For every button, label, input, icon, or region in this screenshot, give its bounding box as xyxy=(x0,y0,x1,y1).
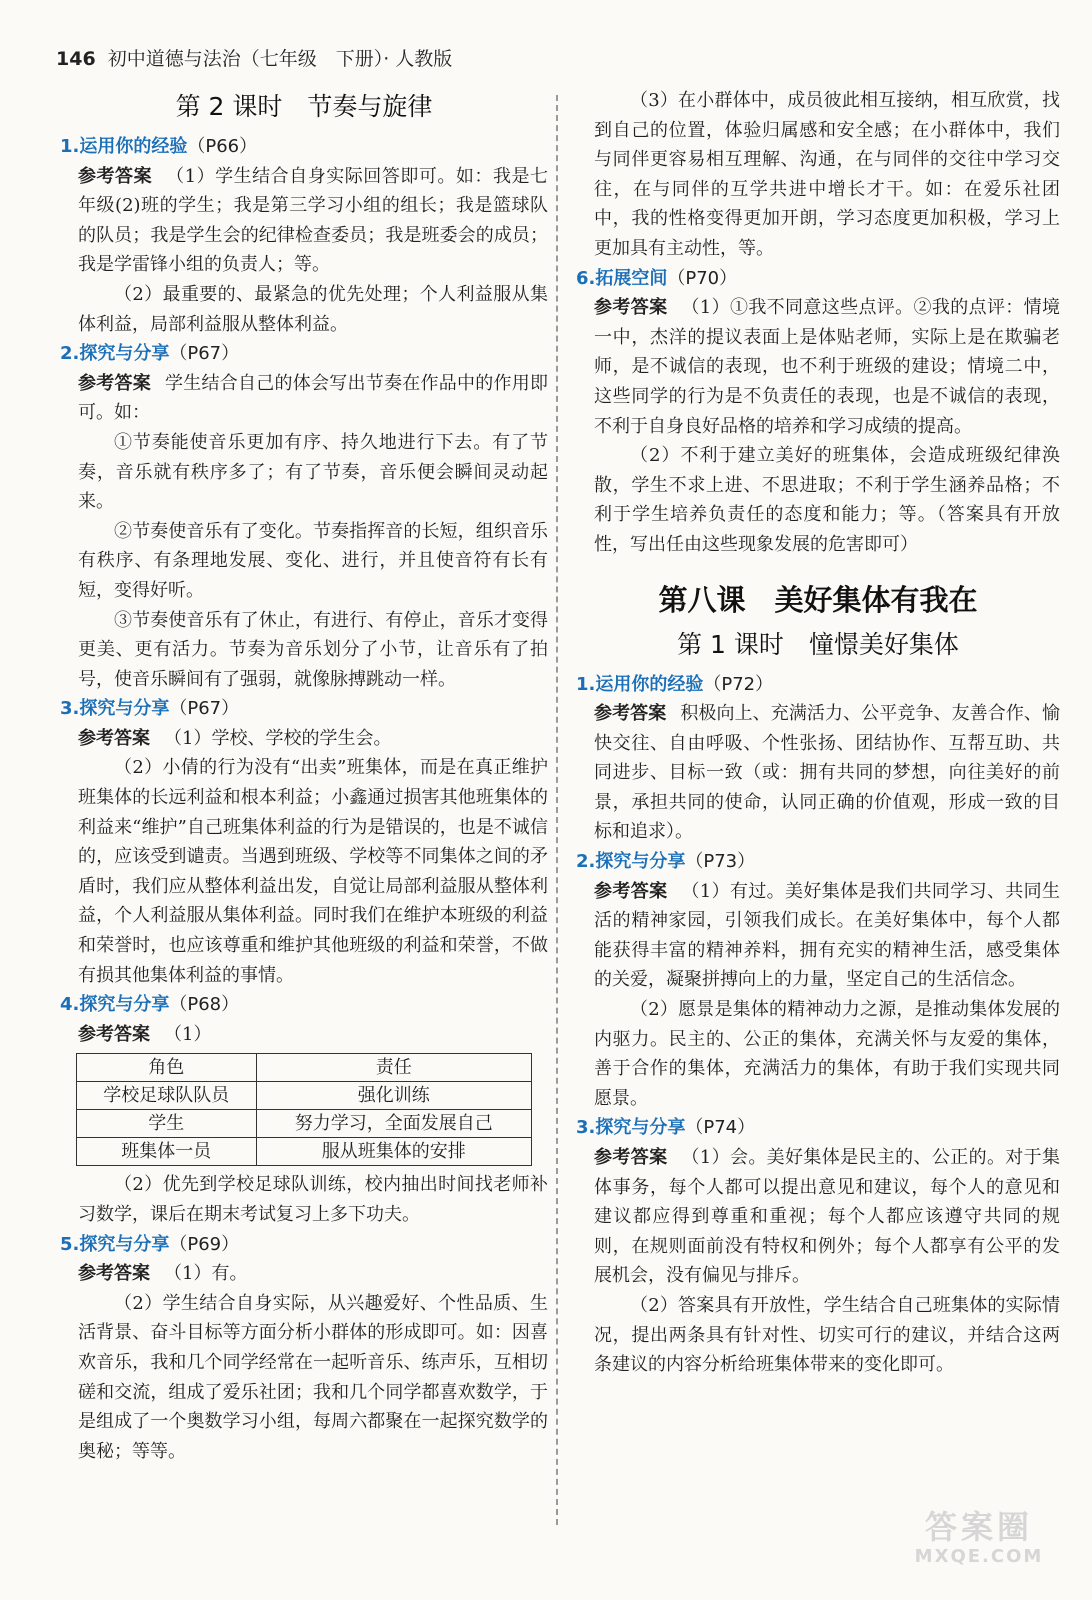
table-row xyxy=(77,1138,532,1166)
book-title: 初中道德与法治（七年级 下册）· 人教版 xyxy=(107,48,453,70)
section-name: 运用你的经验 xyxy=(595,673,704,695)
section-name: 探究与分享 xyxy=(79,698,170,720)
answer-paragraph: 参考答案 （1） xyxy=(78,1023,212,1045)
answer-paragraph: ②节奏使音乐有了变化。节奏指挥音的长短，组织音乐有秩序、有条理地发展、变化、进行，并且使音符有长有短，变得好听。 xyxy=(78,520,548,601)
answer-paragraph: 参考答案 （1）学校、学校的学生会。 xyxy=(78,727,392,749)
question-heading: 4.探究与分享（P68） xyxy=(60,994,240,1016)
question-block xyxy=(60,132,548,339)
question-heading: 3.探究与分享（P74） xyxy=(576,1117,756,1139)
answer-paragraph: 参考答案 （1）有。 xyxy=(78,1263,248,1285)
question-heading: 3.探究与分享（P67） xyxy=(60,698,240,720)
watermark-text: 答案圈 xyxy=(924,1508,1033,1546)
page-ref: （P74） xyxy=(685,1117,756,1139)
right-column xyxy=(576,86,1060,1380)
table-cell: 班集体一员 xyxy=(77,1138,257,1166)
question-heading: 1.运用你的经验（P72） xyxy=(576,673,774,695)
table-header: 责任 xyxy=(256,1054,531,1082)
section-name: 探究与分享 xyxy=(79,1233,170,1255)
answer-label: 参考答案 xyxy=(78,372,151,394)
answer-paragraph: 参考答案 学生结合自己的体会写出节奏在作品中的作用即可。如： xyxy=(78,372,548,424)
section-name: 运用你的经验 xyxy=(79,136,188,157)
question-heading: 2.探究与分享（P67） xyxy=(60,343,240,365)
answer-paragraph: （2）不利于建立美好的班集体，会造成班级纪律涣散，学生不求上进、不思进取；不利于学生涵养品格；不利于学生培养负责任的态度和能力；等。（答案具有开放性，写出任由这些现象发展的危害即可） xyxy=(594,445,1060,555)
answer-paragraph: （2）学生结合自身实际，从兴趣爱好、个性品质、生活背景、奋斗目标等方面分析小群体的形成即可。如：因喜欢音乐，我和几个同学经常在一起听音乐、练声乐，互相切磋和交流，组成了爱乐社团；我和几个同学都喜欢数学，于是组成了一个奥数学习小组，每周六都聚在一起探究数学的奥秘；等等。 xyxy=(78,1292,548,1462)
table-cell: 服从班集体的安排 xyxy=(256,1138,531,1166)
page-ref: （P69） xyxy=(169,1233,240,1255)
left-column xyxy=(60,88,548,1466)
answer-label: 参考答案 xyxy=(594,297,668,319)
question-block xyxy=(576,847,1060,1113)
table-header: 角色 xyxy=(77,1054,257,1082)
question-block xyxy=(60,694,548,990)
answer-label: 参考答案 xyxy=(594,1147,668,1168)
question-heading: 1.运用你的经验（P66） xyxy=(60,136,258,157)
answer-paragraph: 参考答案 （1）有过。美好集体是我们共同学习、共同生活的精神家园，引领我们成长。在美好集体中，每个人都能获得丰富的精神养料，拥有充实的精神生活，感受集体的关爱，凝聚拼搏向上的力量，坚定自己的生活信念。 xyxy=(594,880,1061,991)
page-ref: （P72） xyxy=(703,673,774,695)
page-number: 146 xyxy=(56,48,96,70)
question-heading: 6.拓展空间（P70） xyxy=(576,267,738,289)
section-name: 探究与分享 xyxy=(595,1117,686,1139)
answer-label: 参考答案 xyxy=(78,1023,150,1045)
answer-label: 参考答案 xyxy=(78,727,150,749)
table-cell: 学校足球队队员 xyxy=(77,1082,257,1110)
page-ref: （P70） xyxy=(667,267,738,289)
table-cell: 强化训练 xyxy=(256,1082,531,1110)
question-heading: 2.探究与分享（P73） xyxy=(576,851,756,873)
question-block xyxy=(576,670,1060,848)
answer-paragraph: （2）小倩的行为没有“出卖”班集体，而是在真正维护班集体的长远利益和根本利益；小鑫通过损害其他班集体的利益来“维护”自己班集体利益的行为是错误的，也是不诚信的，应该受到谴责。当遇到班级、学校等不同集体之间的矛盾时，我们应从整体利益出发，自觉让局部利益服从整体利益，个人利益服从集体利益。同时我们在维护本班级的利益和荣誉时，也应该尊重和维护其他班级的利益和荣誉，不做有损其他集体利益的事情。 xyxy=(78,757,548,986)
question-block xyxy=(576,1113,1060,1379)
answer-paragraph: （2）愿景是集体的精神动力之源，是推动集体发展的内驱力。民主的、公正的集体，充满关怀与友爱的集体，善于合作的集体，充满活力的集体，有助于我们实现共同愿景。 xyxy=(594,999,1060,1109)
lesson-title: 第 1 课时 憧憬美好集体 xyxy=(677,629,959,659)
answer-paragraph: 参考答案 （1）学生结合自身实际回答即可。如：我是七年级(2)班的学生；我是第三学习小组的组长；我是篮球队的队员；我是学生会的纪律检查委员；我是班委会的成员；我是学雷锋小组的负责人；等。 xyxy=(78,165,548,276)
page-ref: （P67） xyxy=(169,698,240,720)
answer-paragraph: （2）优先到学校足球队训练，校内抽出时间找老师补习数学，课后在期末考试复习上多下功夫。 xyxy=(78,1174,548,1225)
page-header xyxy=(56,44,452,71)
roles-table xyxy=(76,1053,532,1166)
page-ref: （P68） xyxy=(169,994,240,1016)
question-block xyxy=(576,264,1060,560)
lesson-title: 第 2 课时 节奏与旋律 xyxy=(175,92,433,121)
column-divider xyxy=(556,95,558,1525)
answer-paragraph: ③节奏使音乐有了休止，有进行、有停止，音乐才变得更美、更有活力。节奏为音乐划分了小节，让音乐有了拍号，使音乐瞬间有了强弱，就像脉搏跳动一样。 xyxy=(78,609,548,690)
answer-paragraph: （2）最重要的、最紧急的优先处理；个人利益服从集体利益，局部利益服从整体利益。 xyxy=(78,283,548,335)
section-name: 探究与分享 xyxy=(79,994,170,1016)
section-name: 拓展空间 xyxy=(595,267,668,289)
page-ref: （P73） xyxy=(685,851,756,873)
answer-paragraph: 参考答案 （1）会。美好集体是民主的、公正的。对于集体事务，每个人都可以提出意见和建议，每个人的意见和建议都应得到尊重和重视；每个人都应该遵守共同的规则，在规则面前没有特权和例外；每个人都享有公平的发展机会，没有偏见与排斥。 xyxy=(594,1147,1061,1287)
answer-paragraph: （3）在小群体中，成员彼此相互接纳，相互欣赏，找到自己的位置，体验归属感和安全感；在小群体中，我们与同伴更容易相互理解、沟通，在与同伴的交往中学习交往，在与同伴的互学共进中增长才干。如：在爱乐社团中，我的性格变得更加开朗，学习态度更加积极，学习上更加具有主动性，等。 xyxy=(594,90,1060,259)
unit-title: 第八课 美好集体有我在 xyxy=(658,582,978,617)
answer-label: 参考答案 xyxy=(594,880,668,902)
answer-label: 参考答案 xyxy=(78,1263,150,1285)
table-row xyxy=(77,1082,532,1110)
question-block xyxy=(60,1230,548,1467)
watermark-url: MXQE.COM xyxy=(914,1546,1044,1567)
answer-paragraph: ①节奏能使音乐更加有序、持久地进行下去。有了节奏，音乐就有秩序多了；有了节奏，音乐便会瞬间灵动起来。 xyxy=(78,431,548,513)
page-ref: （P67） xyxy=(169,343,240,365)
table-row xyxy=(77,1110,532,1138)
section-name: 探究与分享 xyxy=(79,343,170,365)
answer-label: 参考答案 xyxy=(594,703,667,725)
answer-label: 参考答案 xyxy=(78,165,153,187)
answer-paragraph: （2）答案具有开放性，学生结合自己班集体的实际情况，提出两条具有针对性、切实可行的建议，并结合这两条建议的内容分析给班集体带来的变化即可。 xyxy=(594,1294,1060,1376)
table-header-row xyxy=(77,1054,532,1082)
answer-paragraph: 参考答案 积极向上、充满活力、公平竞争、友善合作、愉快交往、自由呼吸、个性张扬、团结协作、互帮互助、共同进步、目标一致（或：拥有共同的梦想，向往美好的前景，承担共同的使命，认同正确的价值观，形成一致的目标和追求）。 xyxy=(594,703,1061,843)
table-cell: 学生 xyxy=(77,1110,257,1138)
answer-paragraph: 参考答案 （1）①我不同意这些点评。②我的点评：情境一中，杰洋的提议表面上是体贴老师，实际上是在欺骗老师，是不诚信的表现，也不利于班级的建设；情境二中，这些同学的行为是不负责任的表现，也是不诚信的表现，不利于自身良好品格的培养和学习成绩的提高。 xyxy=(594,297,1061,437)
table-cell: 努力学习，全面发展自己 xyxy=(256,1110,531,1138)
section-name: 探究与分享 xyxy=(595,851,686,873)
watermark-logo xyxy=(894,1508,1064,1570)
question-block xyxy=(60,990,548,1229)
question-block xyxy=(60,339,548,694)
page-ref: （P66） xyxy=(187,136,258,157)
question-heading: 5.探究与分享（P69） xyxy=(60,1233,240,1255)
